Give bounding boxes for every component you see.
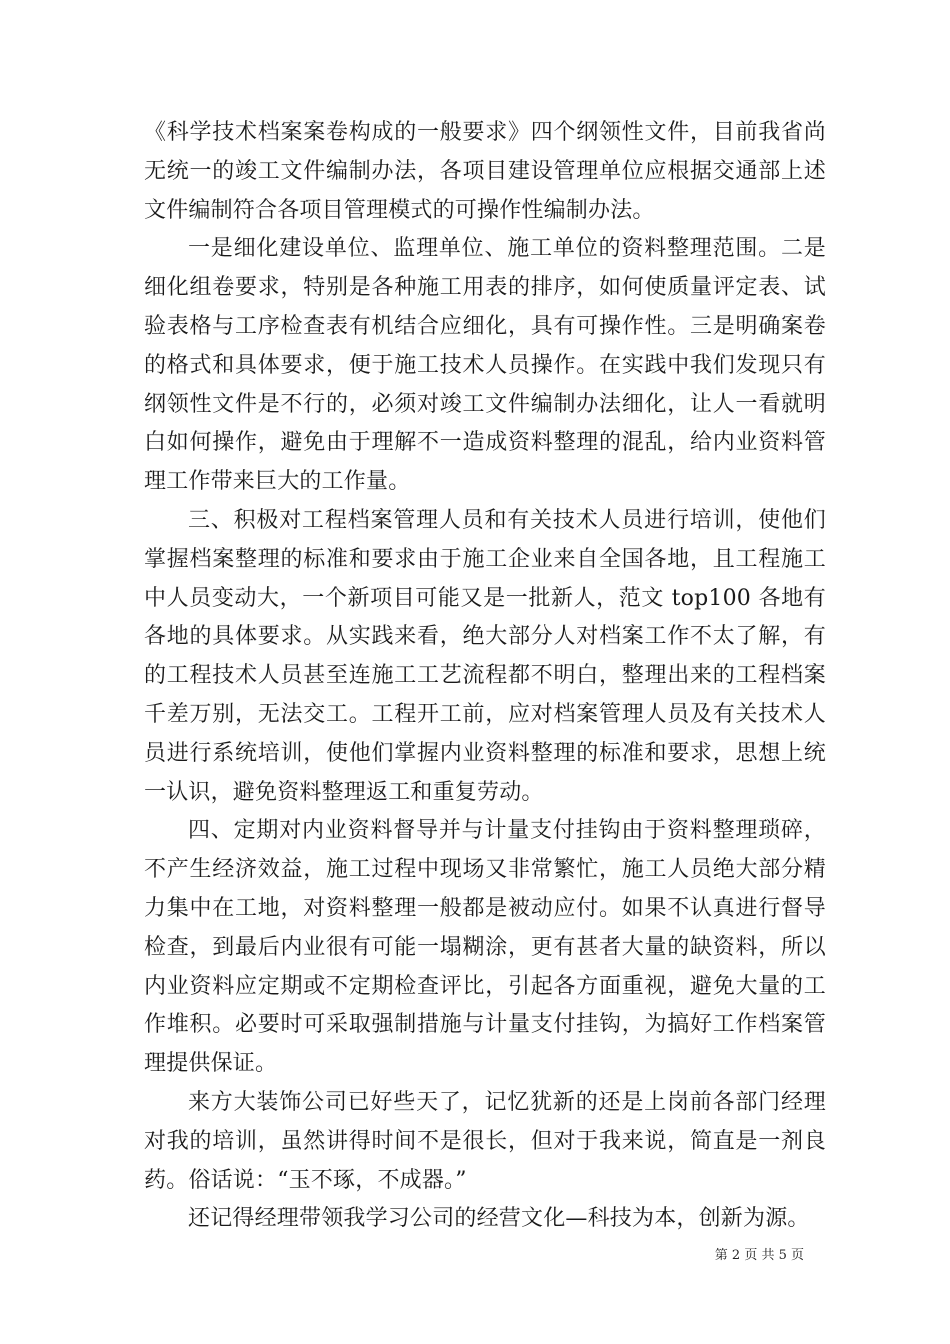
paragraph-6: 还记得经理带领我学习公司的经营文化—科技为本，创新为源。	[188, 1206, 810, 1232]
paragraph-3: 三、积极对工程档案管理人员和有关技术人员进行培训，使他们掌握档案整理的标准和要求由于施工企业来自全国各地，且工程施工中人员变动大，一个新项目可能又是一批新人，范文 top100 各地有各地的具体要求。从实践来看，绝大部分人对档案工作不太了解，有的工程技术人员甚至连施工工艺流程都不明白，整理出来的工程档案千差万别，无法交工。工程开工前，应对档案管理人员及有关技术人员进行系统培训，使他们掌握内业资料整理的标准和要求，思想上统一认识，避免资料整理返工和重复劳动。	[144, 507, 826, 805]
paragraph-1: 《科学技术档案案卷构成的一般要求》四个纲领性文件，目前我省尚无统一的竣工文件编制办法，各项目建设管理单位应根据交通部上述文件编制符合各项目管理模式的可操作性编制办法。	[144, 120, 826, 223]
page-number: 第 2 页 共 5 页	[714, 1248, 804, 1263]
paragraph-5: 来方大装饰公司已好些天了，记忆犹新的还是上岗前各部门经理对我的培训，虽然讲得时间不是很长，但对于我来说，简直是一剂良药。俗话说：“玉不琢，不成器。”	[144, 1089, 826, 1193]
paragraph-2: 一是细化建设单位、监理单位、施工单位的资料整理范围。二是细化组卷要求，特别是各种施工用表的排序，如何使质量评定表、试验表格与工序检查表有机结合应细化，具有可操作性。三是明确案卷的格式和具体要求，便于施工技术人员操作。在实践中我们发现只有纲领性文件是不行的，必须对竣工文件编制办法细化，让人一看就明白如何操作，避免由于理解不一造成资料整理的混乱，给内业资料管理工作带来巨大的工作量。	[144, 236, 826, 495]
document-body	[144, 114, 826, 1239]
paragraph-4: 四、定期对内业资料督导并与计量支付挂钩由于资料整理琐碎，不产生经济效益，施工过程中现场又非常繁忙，施工人员绝大部分精力集中在工地，对资料整理一般都是被动应付。如果不认真进行督导检查，到最后内业很有可能一塌糊涂，更有甚者大量的缺资料，所以内业资料应定期或不定期检查评比，引起各方面重视，避免大量的工作堆积。必要时可采取强制措施与计量支付挂钩，为搞好工作档案管理提供保证。	[144, 818, 826, 1077]
